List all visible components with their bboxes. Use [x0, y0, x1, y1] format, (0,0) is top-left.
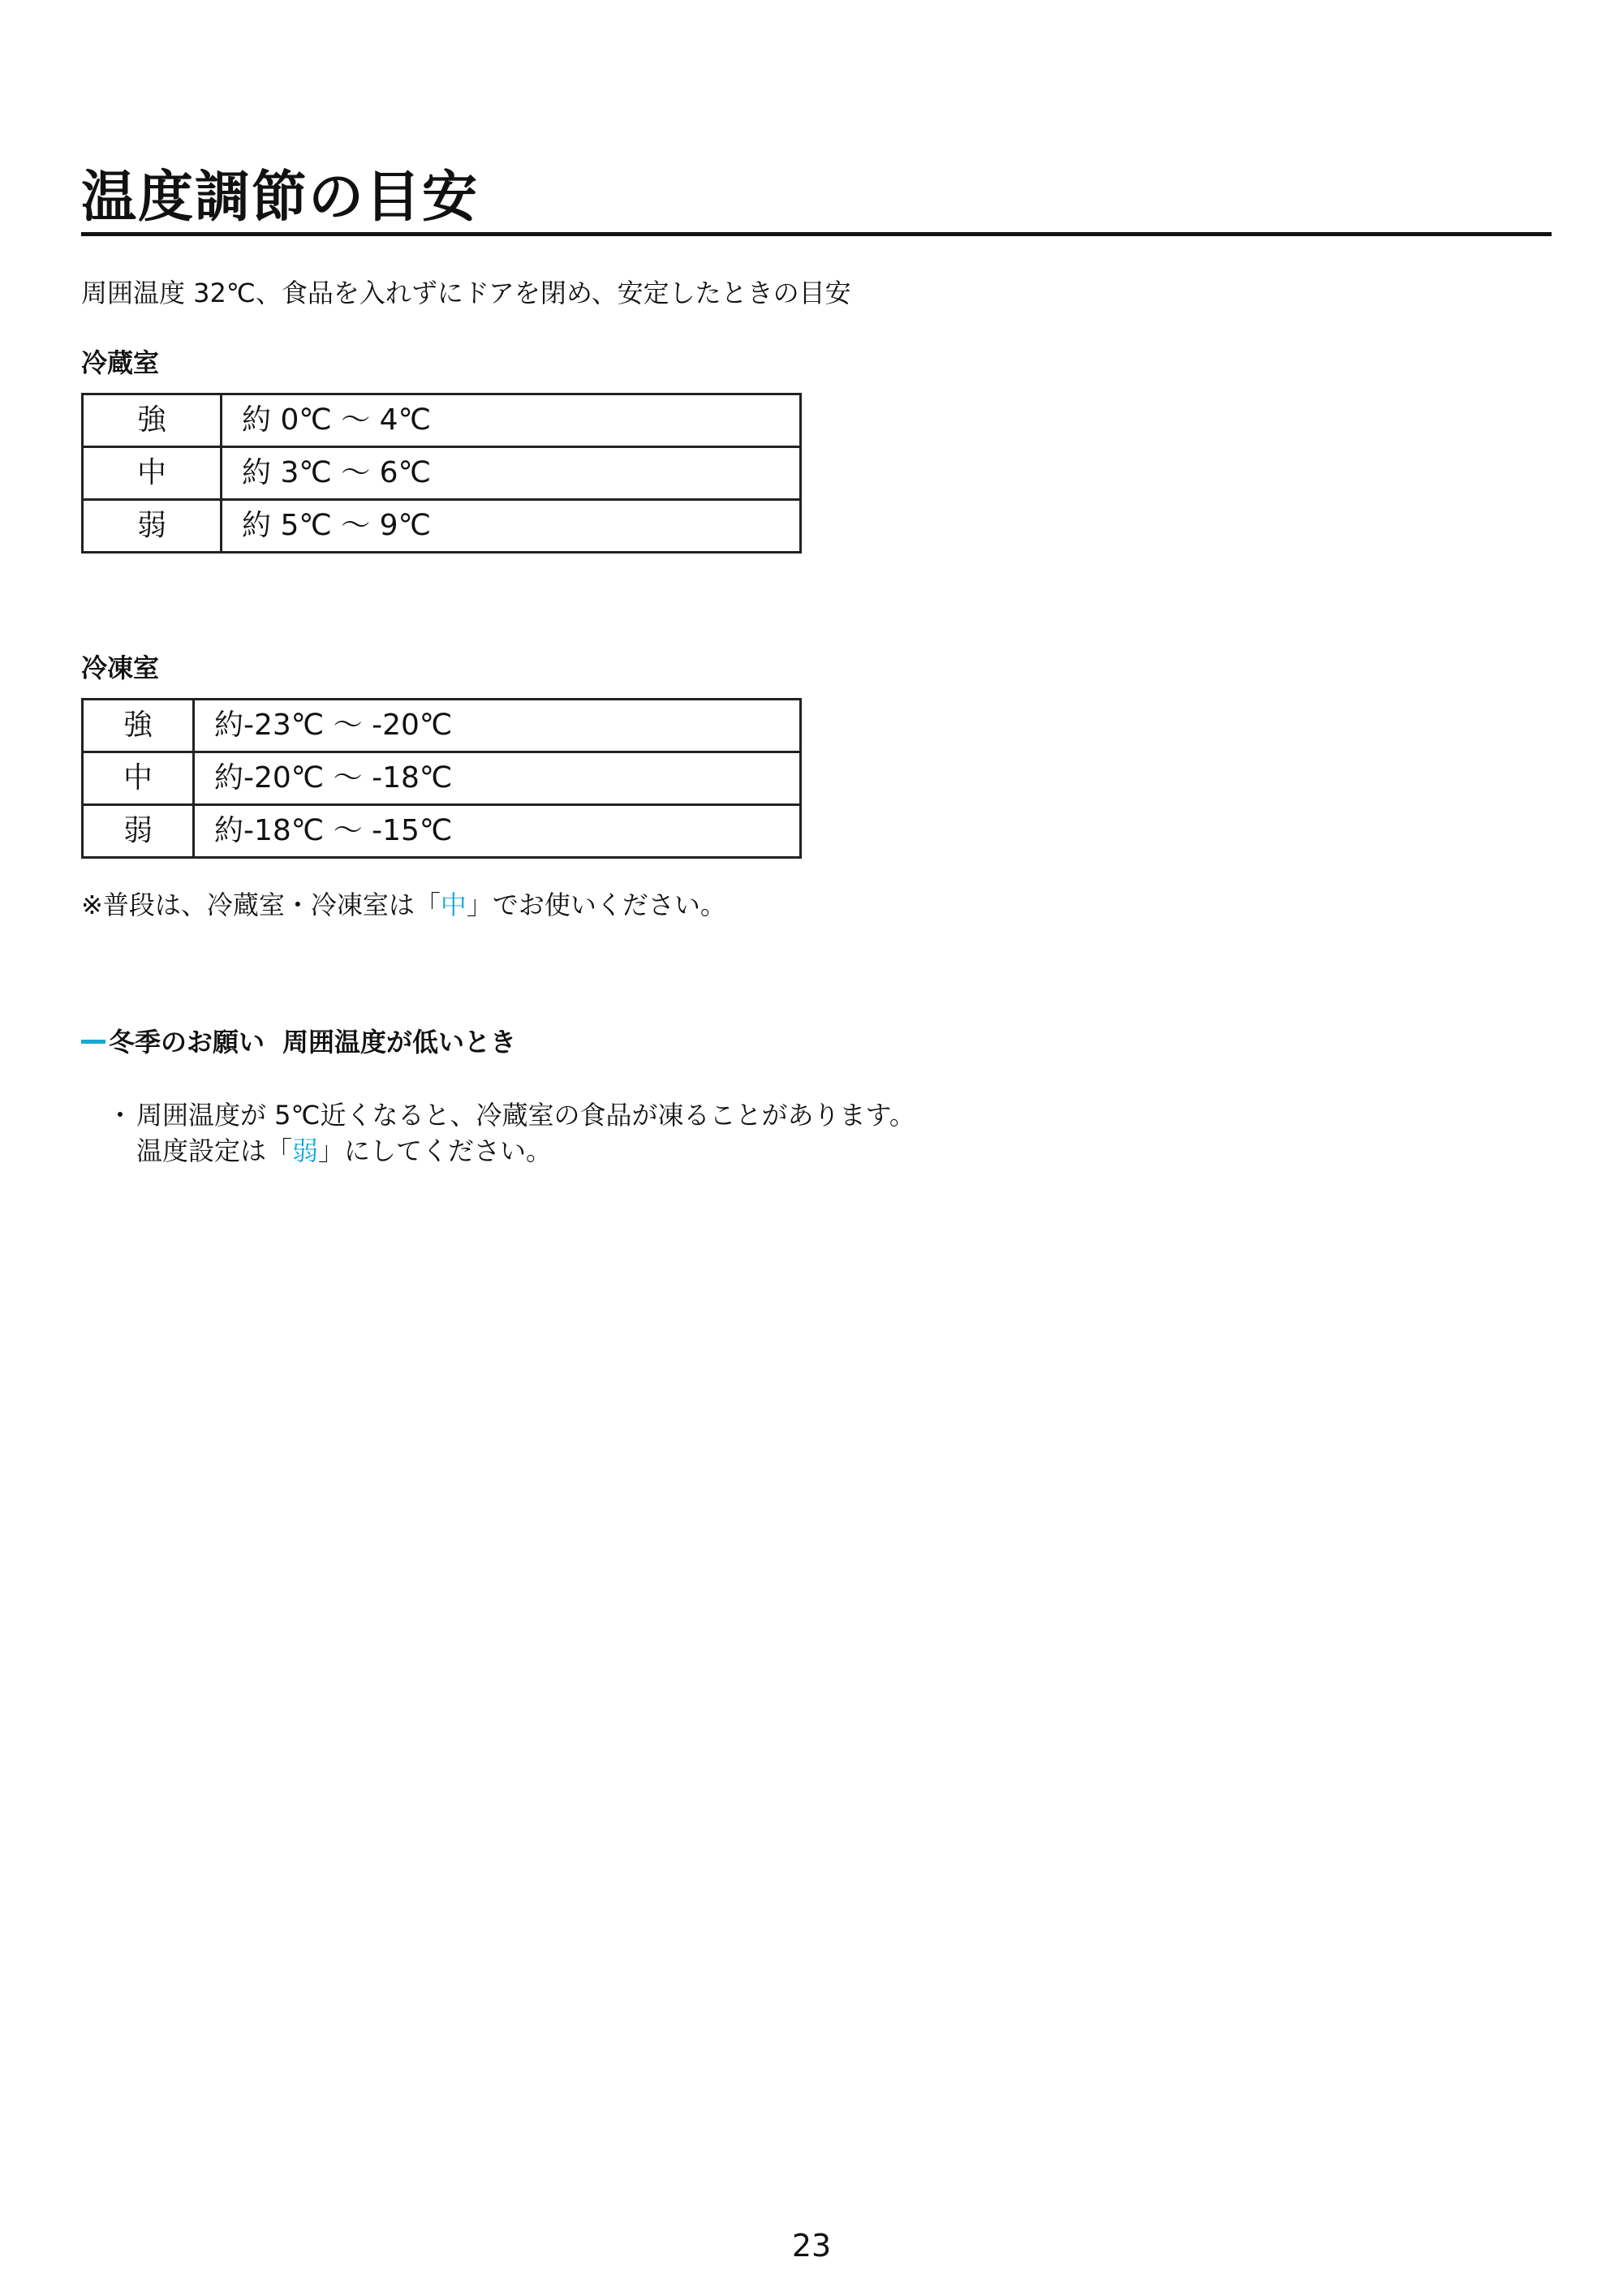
table-row: [83, 805, 801, 858]
page-title: 温度調節の目安: [81, 166, 480, 230]
freezer-label: 冷凍室: [81, 653, 160, 683]
page-number: 23: [791, 2228, 832, 2264]
winter-line2-suffix: 」にしてください。: [318, 1135, 553, 1166]
table-row: [83, 500, 801, 553]
table-row: [83, 700, 801, 752]
table-row: [83, 394, 801, 447]
usage-note-suffix: 」でお使いください。: [466, 890, 726, 920]
bullet-dot-icon: ・: [107, 1100, 134, 1131]
range-cell: 約-18℃ ～ -15℃: [194, 805, 801, 858]
table-row: [83, 752, 801, 805]
winter-bullet-line2: [136, 1133, 915, 1169]
winter-heading: [81, 1027, 516, 1058]
intro-text: 周囲温度 32℃、食品を入れずにドアを閉め、安定したときの目安: [81, 278, 851, 308]
range-cell: 約 5℃ ～ 9℃: [222, 500, 801, 553]
range-cell: 約 0℃ ～ 4℃: [222, 394, 801, 447]
usage-note-prefix: ※普段は、冷蔵室・冷凍室は「: [81, 890, 441, 920]
table-row: [83, 447, 801, 500]
winter-heading-main: 冬季のお願い: [109, 1027, 265, 1058]
level-cell: 強: [83, 394, 222, 447]
winter-line2-prefix: 温度設定は「: [136, 1135, 293, 1166]
range-cell: 約-23℃ ～ -20℃: [194, 700, 801, 752]
range-cell: 約-20℃ ～ -18℃: [194, 752, 801, 805]
usage-note: [81, 890, 726, 920]
level-cell: 中: [83, 752, 194, 805]
accent-dash-icon: [81, 1040, 105, 1044]
level-cell: 強: [83, 700, 194, 752]
winter-heading-sub: 周囲温度が低いとき: [282, 1027, 517, 1058]
winter-bullet-line1: 周囲温度が 5℃近くなると、冷蔵室の食品が凍ることがあります。: [136, 1100, 915, 1131]
usage-note-highlight: 中: [440, 890, 467, 920]
level-cell: 弱: [83, 500, 222, 553]
fridge-label: 冷蔵室: [81, 347, 160, 378]
freezer-temperature-table: [81, 698, 802, 859]
range-cell: 約 3℃ ～ 6℃: [222, 447, 801, 500]
level-cell: 弱: [83, 805, 194, 858]
winter-bullet: [107, 1097, 915, 1169]
level-cell: 中: [83, 447, 222, 500]
winter-line2-highlight: 弱: [292, 1135, 319, 1166]
title-underline: [81, 232, 1552, 236]
fridge-temperature-table: [81, 393, 802, 554]
